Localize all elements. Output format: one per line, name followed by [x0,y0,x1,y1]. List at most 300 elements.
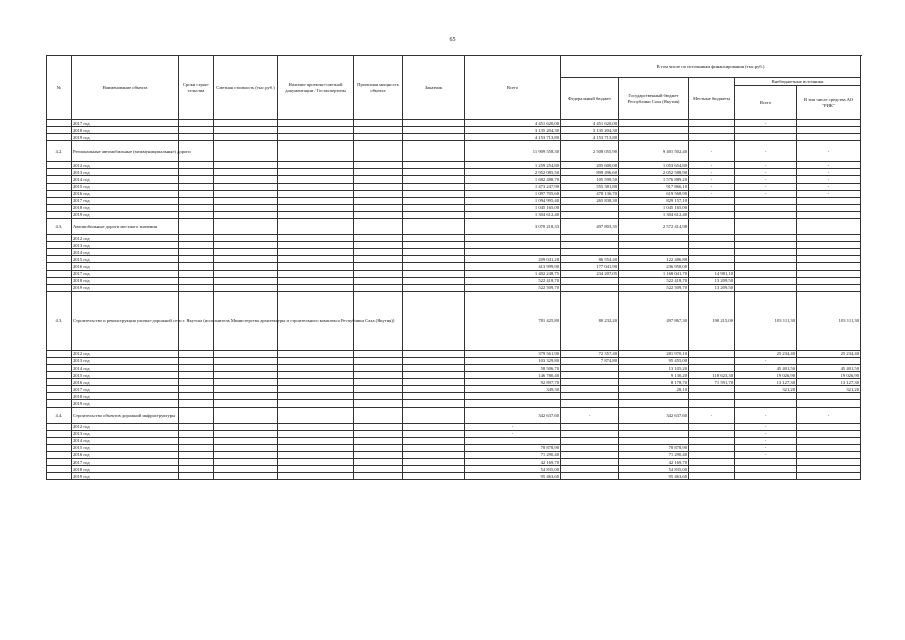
cell-local: - [689,169,735,176]
row-number-cell [47,379,72,386]
cell-ob-total [735,277,797,284]
customer-cell [403,466,465,473]
capacity-cell [354,190,403,197]
period-cell [179,134,214,141]
cell-federal: 4 153 713,80 [561,134,619,141]
period-cell [179,364,214,371]
cell-total [465,235,561,242]
cell-federal [561,459,619,466]
period-cell [179,357,214,364]
design-docs-cell [278,357,354,364]
cell-total: 781 425,80 [465,291,561,350]
cell-federal: 4 451 620,00 [561,120,619,127]
cell-total: 103 329,80 [465,357,561,364]
cost-cell [214,197,278,204]
row-number-cell [47,466,72,473]
cell-ob-rik [797,127,861,134]
capacity-cell [354,235,403,242]
period-cell [179,444,214,451]
cell-state: 342 637,60 [619,407,689,423]
cell-ob-rik: - [797,183,861,190]
design-docs-cell [278,350,354,357]
capacity-cell [354,183,403,190]
cell-local [689,466,735,473]
design-docs-cell [278,211,354,218]
design-docs-cell [278,466,354,473]
cell-federal [561,393,619,400]
year-label: 2017 год [72,386,179,393]
cost-cell [214,176,278,183]
cell-ob-rik [797,393,861,400]
cell-total [465,242,561,249]
year-label: 2015 год [72,444,179,451]
cell-total: - [465,430,561,437]
cell-local [689,400,735,407]
cell-total: 1 473 247,90 [465,183,561,190]
cell-total: 3 135 204,30 [465,127,561,134]
cell-ob-total [735,473,797,480]
customer-cell [403,141,465,162]
cell-total: 78 878,90 [465,444,561,451]
year-label: 2014 год [72,364,179,371]
capacity-cell [354,430,403,437]
table-row [47,451,861,458]
row-number-cell [47,249,72,256]
cell-local [689,350,735,357]
cell-state: 78 878,90 [619,444,689,451]
cell-state: 522 509,70 [619,284,689,291]
cell-federal [561,466,619,473]
cell-ob-total: - [735,430,797,437]
cell-state: 71 290,40 [619,451,689,458]
customer-cell [403,473,465,480]
cell-total: 522 418,70 [465,277,561,284]
customer-cell [403,372,465,379]
capacity-cell [354,249,403,256]
year-label: 2019 год [72,284,179,291]
table-row [47,357,861,364]
year-label: 2014 год [72,249,179,256]
cell-federal: 2 508 055,90 [561,141,619,162]
row-number-cell [47,357,72,364]
period-cell [179,270,214,277]
capacity-cell [354,372,403,379]
customer-cell [403,451,465,458]
capacity-cell [354,400,403,407]
cell-ob-total: - [735,190,797,197]
year-label: 2012 год [72,235,179,242]
section-name: Региональные автомобильные (межмуниципальные) дороги [72,141,179,162]
design-docs-cell [278,277,354,284]
cell-local: 190 215,00 [689,291,735,350]
table-row [47,386,861,393]
cell-ob-rik: - [797,176,861,183]
design-docs-cell [278,127,354,134]
cell-ob-total: - [735,176,797,183]
period-cell [179,176,214,183]
cell-local [689,473,735,480]
customer-cell [403,423,465,430]
cell-ob-rik [797,249,861,256]
capacity-cell [354,466,403,473]
cell-total: 1 682 488,70 [465,176,561,183]
table-row [47,204,861,211]
customer-cell [403,277,465,284]
cell-local: 13 209,50 [689,284,735,291]
capacity-cell [354,473,403,480]
row-number-cell [47,284,72,291]
cost-cell [214,270,278,277]
header-period: Сроки строи-тельства [179,56,214,120]
cell-local [689,242,735,249]
year-label: 2016 год [72,190,179,197]
section-name: Автомобильные дороги местного значения [72,219,179,235]
header-local: Местные бюджеты [689,78,735,120]
cell-total: 54 835,00 [465,466,561,473]
capacity-cell [354,284,403,291]
cell-ob-rik [797,197,861,204]
period-cell [179,400,214,407]
header-state: Государственный бюджет Республики Саха (Якутия) [619,78,689,120]
table-row [47,162,861,169]
capacity-cell [354,350,403,357]
cell-ob-rik: 19 026,90 [797,372,861,379]
row-number-cell [47,183,72,190]
period-cell [179,372,214,379]
header-federal: Федеральный бюджет [561,78,619,120]
table-row [47,169,861,176]
cell-state: 95 463,60 [619,473,689,480]
cell-federal: 86 554,40 [561,256,619,263]
cell-ob-total: 13 127,30 [735,379,797,386]
cell-ob-total [735,256,797,263]
row-number-cell [47,459,72,466]
cell-ob-total: - [735,183,797,190]
customer-cell [403,444,465,451]
cell-total: 58 506,70 [465,364,561,371]
page-number: 65 [449,37,456,43]
year-label: 2017 год [72,270,179,277]
section-number: 4.4. [47,407,72,423]
period-cell [179,423,214,430]
cell-federal: - [561,407,619,423]
period-cell [179,386,214,393]
cost-cell [214,437,278,444]
customer-cell [403,235,465,242]
design-docs-cell [278,120,354,127]
cell-federal [561,211,619,218]
row-number-cell [47,263,72,270]
capacity-cell [354,423,403,430]
table-row [47,284,861,291]
customer-cell [403,242,465,249]
cell-local [689,120,735,127]
customer-cell [403,393,465,400]
cost-cell [214,393,278,400]
cell-ob-total: - [735,407,797,423]
cell-total: 146 780,40 [465,372,561,379]
cost-cell [214,473,278,480]
cell-federal: 105 599,50 [561,176,619,183]
cell-state: 1 304 612,40 [619,211,689,218]
design-docs-cell [278,473,354,480]
cell-state [619,393,689,400]
cell-federal [561,473,619,480]
cell-ob-rik: - [797,162,861,169]
capacity-cell [354,256,403,263]
design-docs-cell [278,190,354,197]
row-number-cell [47,127,72,134]
customer-cell [403,430,465,437]
cell-federal: 80 232,20 [561,291,619,350]
period-cell [179,197,214,204]
design-docs-cell [278,437,354,444]
table-row [47,270,861,277]
cell-state: 236 958,00 [619,263,689,270]
customer-cell [403,357,465,364]
cell-ob-rik [797,466,861,473]
year-label: 2018 год [72,277,179,284]
table-row [47,176,861,183]
period-cell [179,204,214,211]
cell-total: - [465,423,561,430]
period-cell [179,249,214,256]
cell-ob-rik [797,256,861,263]
period-cell [179,393,214,400]
cell-ob-total [735,466,797,473]
cell-ob-rik: - [797,407,861,423]
customer-cell [403,183,465,190]
cost-cell [214,284,278,291]
design-docs-cell [278,430,354,437]
period-cell [179,219,214,235]
cell-ob-total [735,263,797,270]
cell-total: 342 637,60 [465,407,561,423]
cost-cell [214,134,278,141]
cell-ob-rik [797,430,861,437]
cell-state: 122 486,88 [619,256,689,263]
cell-local [689,256,735,263]
cell-state [619,242,689,249]
cell-ob-rik [797,219,861,235]
capacity-cell [354,459,403,466]
customer-cell [403,249,465,256]
header-offbudget: Внебюджетные источники [735,78,861,86]
cell-total: 1 259 254,80 [465,162,561,169]
design-docs-cell [278,256,354,263]
section-row [47,407,861,423]
cell-ob-rik [797,400,861,407]
cost-cell [214,127,278,134]
table-body [47,120,861,480]
section-number: 4.3. [47,219,72,235]
cell-state: 281 970,10 [619,350,689,357]
cost-cell [214,372,278,379]
design-docs-cell [278,407,354,423]
capacity-cell [354,176,403,183]
cost-cell [214,379,278,386]
period-cell [179,242,214,249]
cell-local [689,437,735,444]
cell-ob-total [735,134,797,141]
cell-total: 71 290,40 [465,451,561,458]
year-label: 2016 год [72,263,179,270]
row-number-cell [47,451,72,458]
cell-state: 1 045 165,00 [619,204,689,211]
cost-cell [214,357,278,364]
section-name: Строительство и реконструкция улично-дорожной сети г. Якутска (исполнитель Министерство архитектуры и строительного комплекса Республики Саха (Якутия)) [72,291,179,350]
cell-total: 1 045 165,00 [465,204,561,211]
cell-ob-rik: - [797,190,861,197]
customer-cell [403,127,465,134]
cost-cell [214,277,278,284]
customer-cell [403,270,465,277]
cell-ob-total: - [735,162,797,169]
design-docs-cell [278,451,354,458]
cell-total [465,400,561,407]
row-number-cell [47,242,72,249]
customer-cell [403,211,465,218]
cell-local [689,211,735,218]
capacity-cell [354,407,403,423]
year-label: 2016 год [72,451,179,458]
cell-total: 209 041,28 [465,256,561,263]
cell-ob-total: - [735,141,797,162]
cell-federal: 205 600,00 [561,162,619,169]
cell-local [689,249,735,256]
row-number-cell [47,204,72,211]
cell-federal [561,284,619,291]
cell-local [689,423,735,430]
row-number-cell [47,350,72,357]
cost-cell [214,444,278,451]
cell-state: 1 168 041,70 [619,270,689,277]
cell-ob-total: - [735,357,797,364]
year-label: 2015 год [72,183,179,190]
cell-federal: 265 838,30 [561,197,619,204]
table-row [47,400,861,407]
capacity-cell [354,277,403,284]
cell-federal: 7 874,80 [561,357,619,364]
period-cell [179,430,214,437]
cell-ob-total [735,270,797,277]
period-cell [179,235,214,242]
cell-ob-rik [797,423,861,430]
cell-federal: 899 496,60 [561,169,619,176]
cell-total: 522 509,70 [465,284,561,291]
customer-cell [403,176,465,183]
period-cell [179,127,214,134]
cell-local [689,357,735,364]
cost-cell [214,249,278,256]
cell-federal [561,386,619,393]
cell-ob-total: - [735,437,797,444]
cell-total: 413 999,90 [465,263,561,270]
row-number-cell [47,430,72,437]
cell-federal [561,372,619,379]
capacity-cell [354,364,403,371]
table-row [47,120,861,127]
cell-ob-total: 25 234,40 [735,350,797,357]
cell-state [619,127,689,134]
table-row [47,256,861,263]
table-row [47,379,861,386]
cell-local: - [689,141,735,162]
row-number-cell [47,400,72,407]
customer-cell [403,364,465,371]
year-label: 2016 год [72,379,179,386]
period-cell [179,451,214,458]
year-label: 2019 год [72,134,179,141]
cell-federal: 72 357,40 [561,350,619,357]
cell-ob-rik [797,134,861,141]
year-label: 2012 год [72,423,179,430]
period-cell [179,473,214,480]
design-docs-cell [278,386,354,393]
cost-cell [214,400,278,407]
header-design-docs: Наличие проектно-сметной документации / Госэкспертизы [278,56,354,120]
year-label: 2019 год [72,473,179,480]
header-name: Наименование объекта [72,56,179,120]
row-number-cell [47,235,72,242]
cell-local [689,219,735,235]
cell-ob-rik: 25 234,40 [797,350,861,357]
cell-federal: 478 136,70 [561,190,619,197]
cell-total: 1 094 995,40 [465,197,561,204]
cell-ob-total: - [735,120,797,127]
header-total: Всего [465,56,561,120]
table-row [47,235,861,242]
period-cell [179,183,214,190]
cell-ob-total [735,242,797,249]
cell-federal: 234 207,05 [561,270,619,277]
table-row [47,372,861,379]
cost-cell [214,162,278,169]
period-cell [179,190,214,197]
year-label: 2017 год [72,197,179,204]
section-number: 4.3. [47,291,72,350]
cell-total: 349,30 [465,386,561,393]
design-docs-cell [278,459,354,466]
cell-local: 118 623,30 [689,372,735,379]
year-label: 2015 год [72,256,179,263]
cell-ob-rik [797,211,861,218]
cost-cell [214,423,278,430]
cost-cell [214,211,278,218]
cell-ob-rik [797,357,861,364]
design-docs-cell [278,379,354,386]
cell-state [619,235,689,242]
design-docs-cell [278,162,354,169]
year-label: 2019 год [72,211,179,218]
cell-total: 2 952 085,50 [465,169,561,176]
header-no: № [47,56,72,120]
cell-state: 619 568,90 [619,190,689,197]
cell-ob-rik [797,235,861,242]
capacity-cell [354,386,403,393]
design-docs-cell [278,134,354,141]
cell-ob-total [735,211,797,218]
cell-state: 13 105,20 [619,364,689,371]
cell-federal: 177 041,90 [561,263,619,270]
cell-local [689,134,735,141]
customer-cell [403,162,465,169]
cell-local: - [689,407,735,423]
cell-local [689,393,735,400]
table-row [47,444,861,451]
cell-total: 92 897,70 [465,379,561,386]
design-docs-cell [278,270,354,277]
